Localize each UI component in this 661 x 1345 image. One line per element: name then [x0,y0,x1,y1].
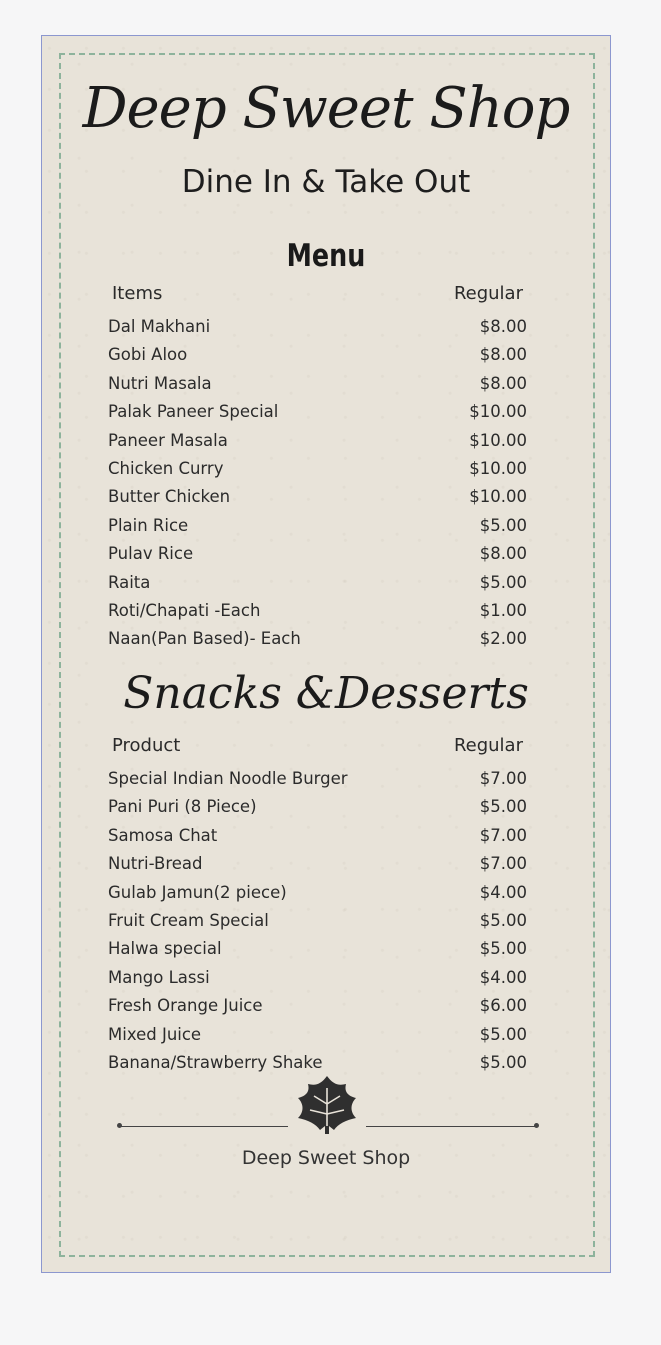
item-name: Nutri-Bread [108,854,203,874]
snacks-col-item: Product [112,735,181,756]
snacks-header-row [108,735,527,765]
menu-col-item: Items [112,283,163,304]
item-price: $6.00 [479,996,527,1016]
snacks-row [108,935,527,963]
item-price: $8.00 [479,345,527,365]
menu-row [108,455,527,483]
menu-row [108,512,527,540]
item-name: Naan(Pan Based)- Each [108,629,301,649]
snacks-row [108,964,527,992]
item-price: $4.00 [479,967,527,987]
menu-row [108,597,527,625]
footer-shop-name: Deep Sweet Shop [241,1147,411,1169]
item-price: $7.00 [479,769,527,788]
item-name: Fresh Orange Juice [108,996,263,1016]
tagline: Dine In & Take Out [181,164,471,200]
item-price: $5.00 [479,1024,527,1044]
shop-title: Deep Sweet Shop [82,76,570,141]
item-name: Pulav Rice [108,544,194,564]
item-name: Gobi Aloo [108,345,188,365]
menu-row [108,625,527,653]
item-price: $5.00 [479,1052,527,1072]
item-name: Special Indian Noodle Burger [108,769,348,788]
snacks-col-price: Regular [453,735,523,756]
item-name: Roti/Chapati -Each [108,600,261,620]
item-price: $5.00 [479,797,527,817]
snacks-row [108,822,527,850]
menu-row [108,370,527,398]
item-name: Pani Puri (8 Piece) [108,797,257,817]
snacks-row [108,793,527,821]
item-name: Gulab Jamun(2 piece) [108,882,287,902]
item-price: $8.00 [479,544,527,564]
item-price: $7.00 [479,825,527,845]
item-name: Palak Paneer Special [108,402,279,422]
menu-row [108,313,527,341]
item-name: Samosa Chat [108,825,218,845]
menu-row [108,398,527,426]
item-price: $2.00 [479,629,527,649]
snacks-row [108,992,527,1020]
item-name: Plain Rice [108,515,189,535]
item-name: Raita [108,572,151,592]
item-price: $5.00 [479,939,527,959]
snacks-row [108,879,527,907]
item-price: $10.00 [469,458,527,478]
item-name: Chicken Curry [108,458,224,478]
menu-card [41,35,611,1273]
item-name: Paneer Masala [108,430,228,450]
item-price: $1.00 [479,600,527,620]
menu-row [108,341,527,369]
item-price: $10.00 [469,487,527,507]
menu-row [108,540,527,568]
snacks-row [108,907,527,935]
menu-row [108,483,527,511]
item-name: Nutri Masala [108,373,212,393]
snacks-row [108,850,527,878]
item-name: Mixed Juice [108,1024,202,1044]
menu-heading: Menu [286,238,366,274]
snacks-list [108,735,527,1077]
footer-line-dot-right [534,1123,539,1128]
item-price: $4.00 [479,882,527,902]
item-name: Mango Lassi [108,967,210,987]
menu-row [108,569,527,597]
menu-row [108,427,527,455]
footer-line-left [120,1126,288,1127]
item-price: $10.00 [469,402,527,422]
item-price: $8.00 [479,317,527,336]
snacks-row [108,1021,527,1049]
menu-header-row [108,283,527,313]
item-price: $8.00 [479,373,527,393]
menu-list [108,283,527,654]
snacks-row [108,765,527,793]
snacks-heading: Snacks &Desserts [123,668,529,719]
footer-line-right [366,1126,536,1127]
item-price: $7.00 [479,854,527,874]
item-name: Fruit Cream Special [108,910,269,930]
item-name: Dal Makhani [108,317,211,336]
item-price: $5.00 [479,572,527,592]
item-price: $10.00 [469,430,527,450]
menu-col-price: Regular [453,283,523,304]
item-price: $5.00 [479,910,527,930]
leaf-icon [294,1074,360,1136]
item-name: Butter Chicken [108,487,231,507]
item-name: Halwa special [108,939,222,959]
item-price: $5.00 [479,515,527,535]
item-name: Banana/Strawberry Shake [108,1052,323,1072]
